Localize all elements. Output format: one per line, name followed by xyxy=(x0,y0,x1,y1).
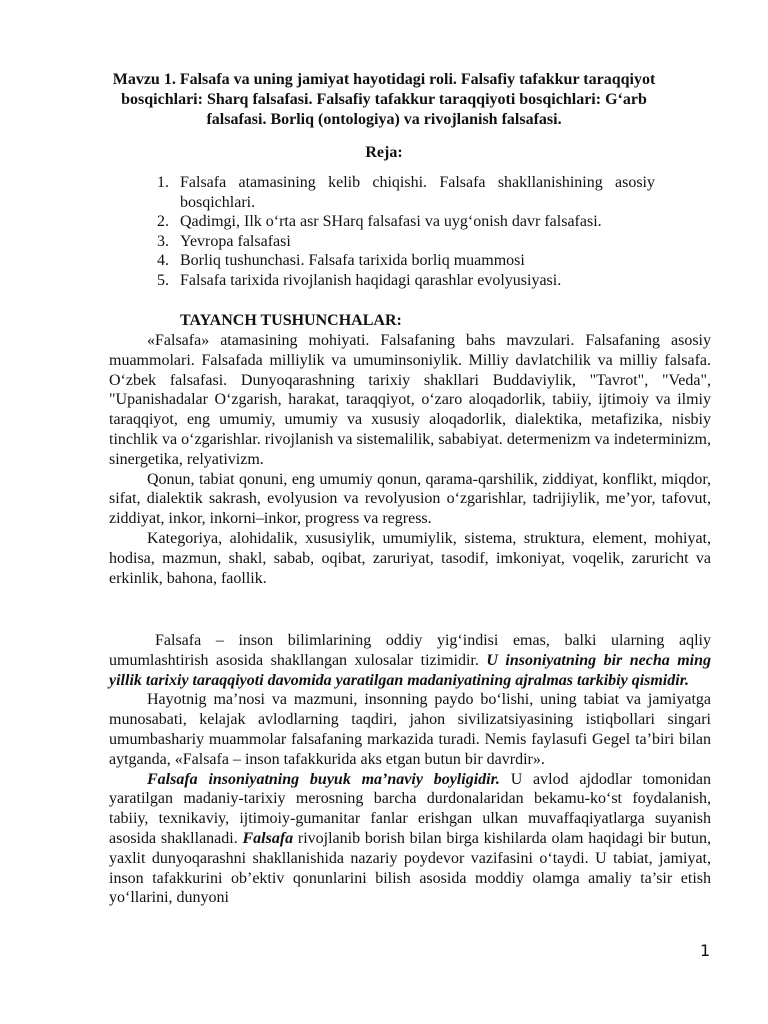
list-item-text: Falsafa atamasining kelib chiqishi. Falsafa shakllanishining asosiy bosqichlari. xyxy=(180,174,655,211)
list-item: 5. Falsafa tarixida rivojlanish haqidagi qarashlar evolyusiyasi. xyxy=(157,271,562,289)
list-item: 3. Yevropa falsafasi xyxy=(157,232,291,250)
emphasis-text: U insoniyatning bir necha ming yillik tarixiy taraqqiyoti davomida yaratilgan madaniyatining ajralmas tarkibiy qismidir. xyxy=(109,651,712,689)
concepts-section xyxy=(109,331,711,588)
plan-heading: Reja: xyxy=(365,144,403,161)
concepts-heading: TAYANCH TUSHUNCHALAR: xyxy=(180,312,402,329)
body-paragraph: Falsafa insoniyatning buyuk ma’naviy boyligidir. U avlod ajdodlar tomonidan yaratilgan madaniy-tarixiy merosning barcha durdonalaridan bekamu-ko‘st foydalanish, tabiiy, texnikaviy, ijtimoiy-gumanitar fanlar erishgan ulkan muvaffaqiyatlarga suyanish asosida shakllanadi. Falsafa rivojlanib borish bilan birga kishilarda olam haqidagi bir butun, yaxlit dunyoqarashni shakllanishida nazariy poydevor vazifasini o‘taydi. U tabiat, jamiyat, inson tafakkurini ob’ektiv qonunlarini bilish asosida moddiy olamga amaliy ta’sir etish yo‘llarini, dunyoni xyxy=(109,770,712,907)
list-item-text: Falsafa tarixida rivojlanish haqidagi qarashlar evolyusiyasi. xyxy=(180,271,562,289)
emphasis-text: Falsafa xyxy=(242,829,294,847)
concepts-paragraph: Qonun, tabiat qonuni, eng umumiy qonun, qarama-qarshilik, ziddiyat, konflikt, miqdor, sifat, dialektik sakrash, evolyusion va revolyusion o‘zgarishlar, tadrijiylik, me’yor, tafovut, ziddiyat, inkor, inkorni–inkor, progress va regress. xyxy=(109,470,711,528)
list-item: 2. Qadimgi, Ilk o‘rta asr SHarq falsafasi va uyg‘onish davr falsafasi. xyxy=(157,213,602,230)
main-text xyxy=(109,631,711,908)
emphasis-text: Falsafa insoniyatning buyuk ma’naviy boyligidir. xyxy=(147,770,500,788)
list-item: 4. Borliq tushunchasi. Falsafa tarixida borliq muammosi xyxy=(157,252,525,269)
list-item-text: Borliq tushunchasi. Falsafa tarixida borliq muammosi xyxy=(180,252,525,269)
concepts-paragraph: «Falsafa» atamasining mohiyati. Falsafaning bahs mavzulari. Falsafaning asosiy muammolari. Falsafada milliylik va umuminsoniylik. Milliy davlatchilik va milliy falsafa. O‘zbek falsafasi. Dunyoqarashning tarixiy shakllari Buddaviylik, "Tavrot", "Veda", "Upanishadalar O‘zgarish, harakat, taraqqiyot, o‘zaro aloqadorlik, tabiiy, ijtimoiy va ilmiy taraqqiyot, eng umumiy, umumiy va xususiy aloqadorlik, dialektika, metafizika, nisbiy tinchlik va o‘zgarishlar. rivojlanish va sistemalilik, sababiyat. determenizm va indeterminizm, sinergetika, relyativizm. xyxy=(109,332,711,468)
page-number: 1 xyxy=(700,941,711,960)
list-item-text: Qadimgi, Ilk o‘rta asr SHarq falsafasi va uyg‘onish davr falsafasi. xyxy=(180,213,602,230)
plan-list xyxy=(157,173,655,290)
list-item-text: Yevropa falsafasi xyxy=(180,232,291,250)
page-title: Mavzu 1. Falsafa va uning jamiyat hayotidagi roli. Falsafiy tafakkur taraqqiyot bosqichlari: Sharq falsafasi. Falsafiy tafakkur taraqqiyoti bosqichlari: G‘arb falsafasi. Borliq (ontologiya) va rivojlanish falsafasi. xyxy=(112,71,656,128)
concepts-paragraph: Kategoriya, alohidalik, xususiylik, umumiylik, sistema, struktura, element, mohiyat, hodisa, mazmun, shakl, sabab, oqibat, zaruriyat, tasodif, imkoniyat, voqelik, zaruricht va erkinlik, bahona, faollik. xyxy=(109,529,711,587)
body-paragraph: Falsafa – inson bilimlarining oddiy yig‘indisi emas, balki ularning aqliy umumlashtirish asosida shakllangan xulosalar tizimidir. U insoniyatning bir necha ming yillik tarixiy taraqqiyoti davomida yaratilgan madaniyatining ajralmas tarkibiy qismidir. xyxy=(109,632,712,689)
body-paragraph: Hayotnig ma’nosi va mazmuni, insonning paydo bo‘lishi, uning tabiat va jamiyatga munosabati, kelajak avlodlarning taqdiri, jahon sivilizatsiyasining istiqbollari singari umumbashariy muammolar falsafaning markazida turadi. Nemis faylasufi Gegel ta’biri bilan aytganda, «Falsafa – inson tafakkurida aks etgan butun bir davrdir». xyxy=(109,691,711,768)
list-item: 1. Falsafa atamasining kelib chiqishi. Falsafa shakllanishining asosiy bosqichlari. xyxy=(157,174,655,211)
